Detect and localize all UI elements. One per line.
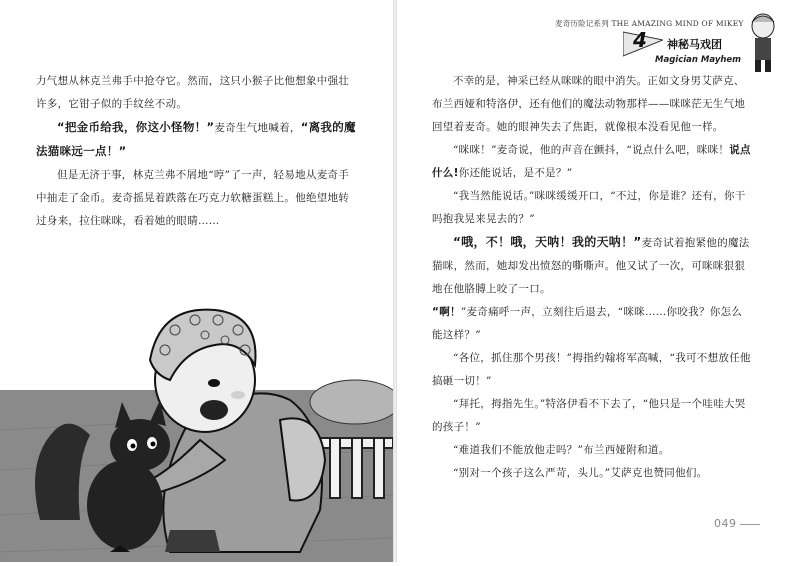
cake-icon bbox=[310, 380, 393, 424]
book-gutter bbox=[393, 0, 397, 562]
right-paragraph-9: “别对一个孩子这么严苛，头儿。”艾萨克也赞同他们。 bbox=[453, 467, 708, 479]
volume-number: 4 bbox=[633, 28, 647, 52]
left-page-text bbox=[36, 70, 358, 233]
right-paragraph-1: 不幸的是，神采已经从咪咪的眼中消失。正如文身男艾萨克、布兰西娅和特洛伊，还有他们的魔法动物那样——咪咪茫无生气地回望着麦奇。她的眼神失去了焦距，就像根本没看见他一样。 bbox=[432, 75, 746, 133]
right-paragraph-4 bbox=[432, 231, 752, 301]
book-title: 神秘马戏团 bbox=[667, 38, 722, 51]
narration: 麦奇试着抱紧他的魔法猫咪，然而，她却发出愤怒的嘶嘶声。他又试了一次，可咪咪狠狠地在他胳膊上咬了一口。 bbox=[432, 237, 750, 295]
right-paragraph-6: “各位，抓住那个男孩！”拇指约翰将军高喊，“我可不想放任他搞砸一切！” bbox=[432, 352, 751, 387]
mascot-icon bbox=[743, 12, 783, 74]
bold-dialogue: “离我的魔法猫咪远一点！” bbox=[36, 120, 356, 158]
right-page-text bbox=[432, 70, 752, 485]
page-number: 049 bbox=[714, 517, 737, 530]
page-number-rule bbox=[740, 524, 760, 525]
left-paragraph-1: 力气想从林克兰弗手中抢夺它。然而，这只小猴子比他想象中强壮许多，它钳子似的手纹丝不动。 bbox=[36, 75, 350, 110]
narration: 麦奇生气地喊着， bbox=[214, 122, 301, 134]
left-paragraph-3: 但是无济于事，林克兰弗不屑地“哼”了一声，轻易地从麦奇手中抽走了金币。麦奇摇晃着跌落在巧克力软糖蛋糕上。他绝望地转过身来，拉住咪咪，看着她的眼睛…… bbox=[36, 169, 350, 227]
boy-mouth bbox=[200, 400, 228, 420]
running-header bbox=[555, 12, 785, 72]
book-subtitle: Magician Mayhem bbox=[655, 55, 742, 65]
right-paragraph-3: “我当然能说话。”咪咪缓缓开口，“不过，你是谁？还有，你干吗抱我晃来晃去的？” bbox=[432, 190, 746, 225]
shout-dialogue: “哦，不！哦，天呐！我的天呐！” bbox=[453, 235, 642, 249]
fence bbox=[320, 438, 393, 498]
right-paragraph-5 bbox=[432, 301, 752, 347]
narration: ”麦奇痛呼一声，立刻往后退去，“咪咪……你咬我？你怎么能这样？” bbox=[432, 306, 743, 341]
left-paragraph-2 bbox=[36, 116, 358, 164]
boy-eye bbox=[208, 379, 220, 387]
illustration-boy-and-cat bbox=[0, 290, 393, 562]
right-paragraph-8: “难道我们不能放他走吗？”布兰西娅附和道。 bbox=[453, 444, 670, 456]
right-paragraph-2 bbox=[432, 139, 752, 185]
bold-dialogue: 说点什么! bbox=[432, 144, 751, 179]
dialogue: “咪咪！”麦奇说，他的声音在颤抖，“说点什么吧，咪咪！ bbox=[453, 144, 730, 156]
dialogue: 你还能说话，是不是？” bbox=[458, 167, 573, 179]
right-paragraph-7: “拜托，拇指先生。”特洛伊看不下去了，“他只是一个哇哇大哭的孩子！” bbox=[432, 398, 746, 433]
series-title: 麦奇历险记系列 THE AMAZING MIND OF MIKEY bbox=[555, 19, 744, 28]
illustration-svg bbox=[0, 290, 393, 562]
boy-shoe bbox=[165, 530, 220, 552]
boy-cheek bbox=[231, 391, 245, 399]
bold-dialogue: “把金币给我，你这小怪物！” bbox=[57, 120, 215, 134]
bold-dialogue: “啊！ bbox=[432, 306, 461, 318]
